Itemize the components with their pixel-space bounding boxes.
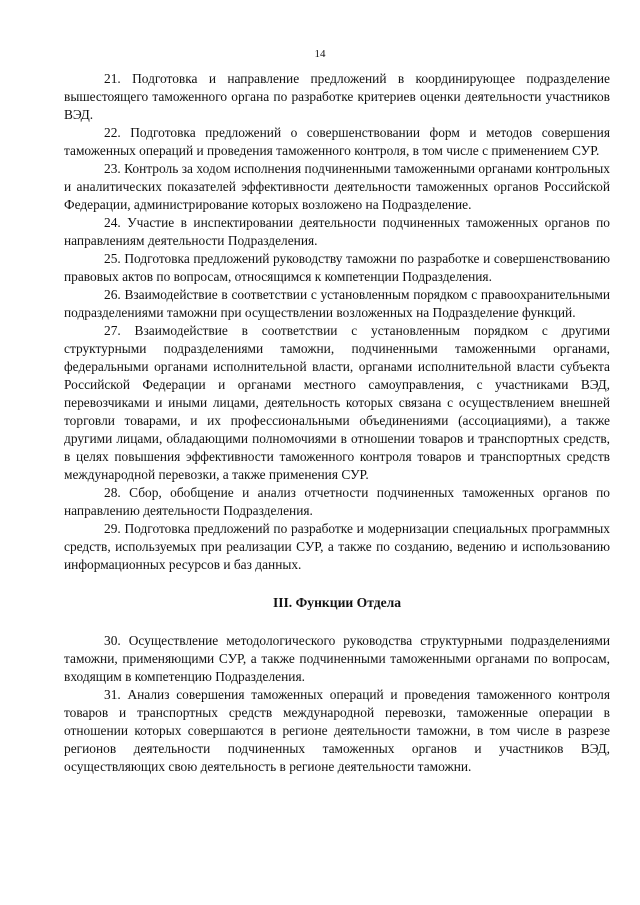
paragraph-21: 21. Подготовка и направление предложений в координирующее подразделение вышестоящего таможенного органа по разработке критериев оценки деятельности участников ВЭД. xyxy=(64,71,610,122)
paragraph-23: 23. Контроль за ходом исполнения подчиненными таможенными органами контрольных и аналитических показателей эффективности деятельности таможенных органов Российской Федерации, администрирование которых возложено на Подразделение. xyxy=(64,161,610,212)
paragraph-24: 24. Участие в инспектировании деятельности подчиненных таможенных органов по направлениям деятельности Подразделения. xyxy=(64,215,610,248)
paragraph-25: 25. Подготовка предложений руководству таможни по разработке и совершенствованию правовых актов по вопросам, относящимся к компетенции Подразделения. xyxy=(64,251,610,284)
paragraph-29: 29. Подготовка предложений по разработке и модернизации специальных программных средств, используемых при реализации СУР, а также по созданию, ведению и использованию информационных ресурсов и баз данных. xyxy=(64,521,610,572)
section-title: III. Функции Отдела xyxy=(272,595,402,610)
page-number: 14 xyxy=(314,48,326,60)
paragraph-28: 28. Сбор, обобщение и анализ отчетности подчиненных таможенных органов по направлению деятельности Подразделения. xyxy=(64,485,610,518)
paragraph-26: 26. Взаимодействие в соответствии с установленным порядком с правоохранительными подразделениями таможни при осуществлении возложенных на Подразделение функций. xyxy=(64,287,610,320)
paragraph-31: 31. Анализ совершения таможенных операций и проведения таможенного контроля товаров и транспортных средств международной перевозки, таможенные операции в отношении которых совершаются в регионе деятельности таможни, в том числе в разрезе регионов деятельности подчиненных таможенных органов и участников ВЭД, осуществляющих свою деятельность в регионе деятельности таможни. xyxy=(64,687,610,774)
paragraph-30: 30. Осуществление методологического руководства структурными подразделениями таможни, применяющими СУР, а также подчиненными таможенными органами по вопросам, входящим в компетенцию Подразделения. xyxy=(64,633,610,684)
paragraph-22: 22. Подготовка предложений о совершенствовании форм и методов совершения таможенных операций и проведения таможенного контроля, в том числе с применением СУР. xyxy=(64,125,610,158)
paragraph-27: 27. Взаимодействие в соответствии с установленным порядком с другими структурными подразделениями таможни, подчиненными таможенными органами, федеральными органами исполнительной власти, органами исполнительной власти субъекта Российской Федерации и органами местного самоуправления, с участниками ВЭД, перевозчиками и иными лицами, деятельность которых связана с осуществлением внешней торговли товарами, и их профессиональными объединениями (ассоциациями), а также другими лицами, обладающими полномочиями в отношении товаров и транспортных средств, в целях повышения эффективности таможенного контроля товаров и транспортных средств международной перевозки, а также применения СУР. xyxy=(64,323,610,482)
document-body xyxy=(64,70,610,776)
